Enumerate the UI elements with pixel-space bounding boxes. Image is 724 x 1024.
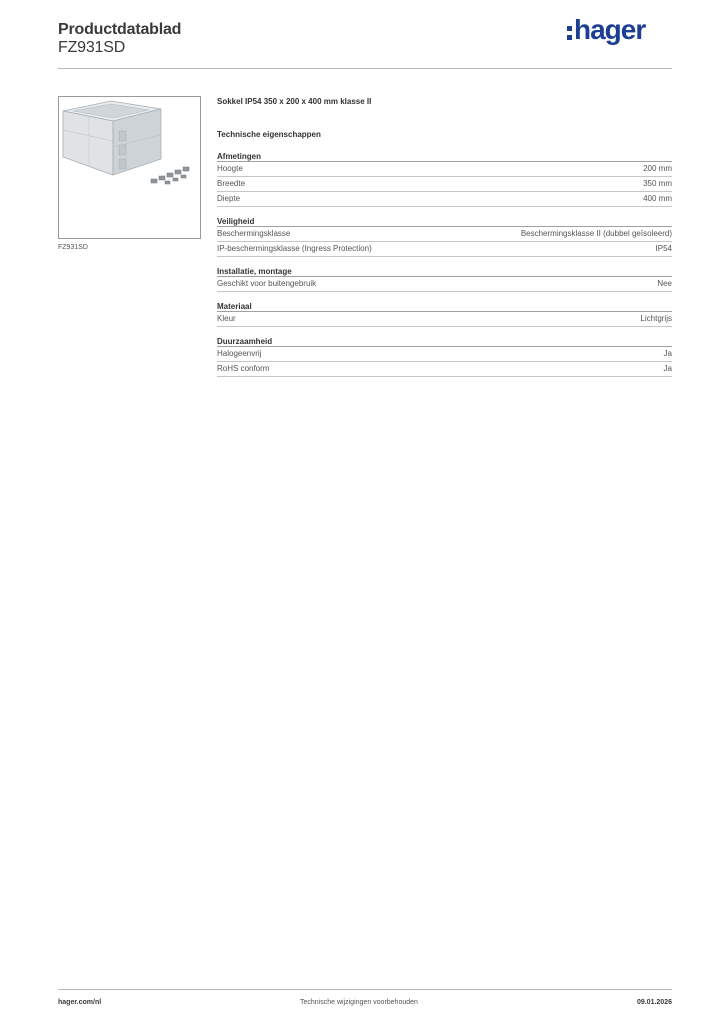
spec-label: Hoogte xyxy=(217,164,243,173)
logo-colon-mark xyxy=(567,26,572,40)
spec-group-title: Duurzaamheid xyxy=(217,336,672,347)
image-caption: FZ931SD xyxy=(58,244,88,251)
spec-group xyxy=(217,216,672,257)
spec-value: 200 mm xyxy=(643,164,672,173)
spec-label: RoHS conform xyxy=(217,364,270,373)
spec-label: Breedte xyxy=(217,179,246,188)
spec-value: 400 mm xyxy=(643,194,672,203)
spec-value: Ja xyxy=(663,364,672,373)
spec-value: 350 mm xyxy=(643,179,672,188)
spec-label: Beschermingsklasse xyxy=(217,229,291,238)
spec-group xyxy=(217,336,672,377)
spec-group-title: Afmetingen xyxy=(217,151,672,162)
spec-value: Ja xyxy=(663,349,672,358)
spec-value: IP54 xyxy=(655,244,672,253)
spec-group-title: Veiligheid xyxy=(217,216,672,227)
section-title: Technische eigenschappen xyxy=(217,130,321,139)
logo-text: hager xyxy=(574,14,646,45)
spec-group xyxy=(217,151,672,207)
spec-row xyxy=(217,242,672,257)
spec-label: Halogeenvrij xyxy=(217,349,262,358)
spec-row xyxy=(217,227,672,242)
spec-groups xyxy=(217,151,672,377)
product-image xyxy=(58,96,201,239)
spec-row xyxy=(217,362,672,377)
spec-group xyxy=(217,301,672,327)
spec-value: Lichtgrijs xyxy=(640,314,672,323)
document-title: Productdatablad xyxy=(58,21,182,38)
footer-disclaimer: Technische wijzigingen voorbehouden xyxy=(300,999,418,1006)
product-description: Sokkel IP54 350 x 200 x 400 mm klasse II xyxy=(217,97,372,106)
product-specs xyxy=(217,96,672,377)
product-base-illustration xyxy=(59,97,200,238)
spec-label: Kleur xyxy=(217,314,236,323)
hager-logo[interactable] xyxy=(567,12,645,48)
spec-group-title: Installatie, montage xyxy=(217,266,672,277)
spec-row xyxy=(217,162,672,177)
spec-label: IP-beschermingsklasse (Ingress Protection) xyxy=(217,244,372,253)
spec-row xyxy=(217,177,672,192)
spec-row xyxy=(217,192,672,207)
spec-row xyxy=(217,347,672,362)
spec-row xyxy=(217,312,672,327)
header-divider xyxy=(58,68,672,69)
spec-row xyxy=(217,277,672,292)
spec-value: Beschermingsklasse II (dubbel geïsoleerd) xyxy=(520,229,672,238)
footer-website[interactable]: hager.com/nl xyxy=(58,999,102,1006)
spec-label: Geschikt voor buitengebruik xyxy=(217,279,317,288)
spec-group xyxy=(217,266,672,292)
spec-value: Nee xyxy=(657,279,672,288)
spec-label: Diepte xyxy=(217,194,241,203)
footer-date: 09.01.2026 xyxy=(636,999,672,1006)
product-code: FZ931SD xyxy=(58,39,126,56)
footer-divider xyxy=(58,989,672,990)
spec-group-title: Materiaal xyxy=(217,301,672,312)
